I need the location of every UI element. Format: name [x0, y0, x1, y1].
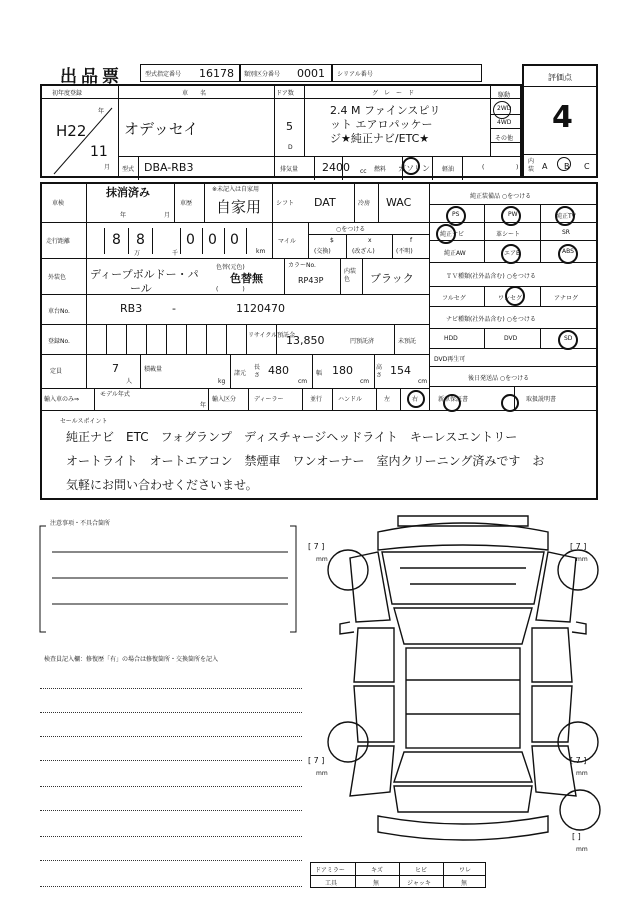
mileage-digit-2: 8 — [136, 232, 145, 248]
selling-points-line2: オートライト オートエアコン 禁煙車 ワンオーナー 室内クリーニング済みです お — [66, 454, 545, 468]
capacity-value: 7 — [112, 362, 119, 375]
dvd-playable: DVD再生可 — [434, 356, 466, 363]
interior-color-label: 内装色 — [344, 268, 357, 283]
tv-oneseg: ワンセグ — [498, 295, 523, 302]
year-unit: 年 — [98, 108, 105, 115]
month-unit: 月 — [104, 164, 111, 171]
color-value-1: ディープボルドー・パ — [90, 268, 199, 281]
model-value: DBA-RB3 — [144, 161, 194, 174]
tv-analog: アナログ — [554, 295, 579, 302]
chassis-dash: - — [172, 302, 176, 315]
selling-points-line3: 気軽にお問い合わせくださいませ。 — [66, 478, 258, 492]
displacement-label: 排気量 — [280, 166, 299, 173]
grade-line1: 2.4 M ファインスピリ — [330, 104, 441, 117]
left-grid — [40, 182, 430, 410]
ac-value: WAC — [386, 196, 412, 209]
model-label: 型式 — [122, 166, 135, 173]
serial-label: シリアル番号 — [337, 71, 373, 78]
mileage-label: 走行距離 — [46, 238, 71, 245]
drive-other: その他 — [495, 135, 514, 142]
handle-right-circle — [407, 390, 425, 408]
mileage-opt-exchange-label: (交換) — [314, 248, 331, 255]
shift-label: シフト — [276, 200, 295, 207]
mileage-opt-unknown: f — [410, 237, 413, 244]
first-reg-year: H22 — [56, 122, 87, 140]
fuel-gasoline: ガソリン — [398, 164, 430, 173]
recycle-value: 13,850 — [286, 334, 325, 347]
notes-bracket — [38, 524, 300, 636]
height-label: 高さ — [376, 364, 383, 379]
equip-airbag-circle — [501, 244, 521, 264]
class-code-box — [240, 64, 332, 82]
tread-fr-value: 7 — [575, 542, 581, 551]
repaint-paren: ( ) — [216, 286, 245, 293]
cc-unit: cc — [360, 168, 367, 175]
width-value: 180 — [332, 364, 353, 377]
nav-sd-circle — [558, 330, 578, 350]
later-manual: 取扱説明書 — [526, 396, 557, 403]
fuel-diesel: 軽油 — [442, 166, 455, 173]
tread-rl: [ 7 ] — [308, 756, 325, 765]
type-code-value: 16178 — [199, 67, 234, 80]
mileage-digit-5: 0 — [230, 232, 239, 248]
inspector-label: 検査員記入欄：修復歴「有」の場合は修復箇所・交換箇所を記入 — [44, 656, 219, 663]
mileage-opt-unknown-label: (不明) — [396, 248, 413, 255]
tread-spare-unit: mm — [576, 846, 588, 853]
shift-value: DAT — [314, 196, 336, 209]
equip-ps: PS — [452, 211, 460, 218]
car-diagram — [310, 510, 610, 860]
chassis-label: 車台No. — [48, 308, 70, 315]
inspection-month: 月 — [164, 212, 171, 219]
grade-line3: ジ★純正ナビ/ETC★ — [330, 132, 430, 145]
type-code-label: 型式指定番号 — [145, 71, 182, 78]
tv-fullseg: フルセグ — [442, 295, 466, 302]
mileage-sen: 千 — [172, 250, 179, 257]
first-reg-label: 初年度登録 — [52, 90, 83, 97]
interior-opt-a: A — [542, 162, 548, 171]
nav-title: ナビ種類(社外品含む) ○をつける — [446, 316, 536, 323]
mile-label: マイル — [278, 238, 296, 245]
length-label: 長さ — [254, 364, 261, 379]
mileage-digit-4: 0 — [208, 232, 217, 248]
equip-pw: PW — [508, 211, 518, 218]
serial-box — [332, 64, 482, 82]
selling-points-line1: 純正ナビ ETC フォグランプ ディスチャージヘッドライト キーレスエントリー — [66, 430, 518, 444]
history-note: ※未記入は自家用 — [212, 186, 260, 193]
mileage-digit-3: 0 — [186, 232, 195, 248]
width-cm: cm — [360, 378, 370, 385]
tread-fl-value: 7 — [313, 542, 319, 551]
drive-label: 駆動 — [498, 92, 511, 99]
page-title: 出品票 — [60, 67, 123, 87]
score-label: 評価点 — [548, 73, 572, 82]
displacement-value: 2400 — [322, 161, 350, 174]
mileage-man: 万 — [134, 250, 141, 257]
car-name: オデッセイ — [124, 120, 199, 138]
equip-tv: 純正TV — [556, 213, 576, 220]
interior-b-circle — [557, 157, 571, 171]
tread-rl-value: 7 — [313, 756, 319, 765]
recycle-label: リサイクル預託金 — [248, 332, 296, 339]
history-value: 自家用 — [216, 198, 262, 216]
legend-r1: 工具 — [325, 880, 338, 887]
equip-ps-circle — [446, 206, 466, 226]
legend-r4: 無 — [461, 880, 468, 887]
equip-abs-circle — [558, 244, 578, 264]
tread-fl-unit: mm — [316, 556, 328, 563]
tv-title: ＴＶ種類(社外品含む) ○をつける — [446, 273, 536, 280]
model-year-unit: 年 — [200, 402, 207, 409]
equip-pw-circle — [501, 206, 521, 226]
first-reg-month: 11 — [90, 144, 108, 160]
color-label: 外装色 — [48, 274, 67, 281]
equip-nav: 純正ナビ — [440, 231, 465, 238]
tread-rr: [ 7 ] — [570, 756, 587, 765]
legend-h4: ワレ — [459, 867, 472, 874]
color-code-value: RP43P — [298, 276, 324, 285]
spec-label: 諸元 — [234, 370, 247, 377]
color-value-2: ール — [130, 282, 152, 295]
score-value: 4 — [552, 100, 573, 135]
tread-fr-unit: mm — [576, 556, 588, 563]
mileage-opt-tamper: x — [368, 237, 372, 244]
tread-fr: [ 7 ] — [570, 542, 587, 551]
equip-tv-circle — [555, 206, 575, 226]
car-name-label: 車 名 — [182, 90, 207, 97]
circle-note: ○をつける — [336, 226, 366, 233]
length-cm: cm — [298, 378, 308, 385]
inspection-value: 抹消済み — [106, 186, 150, 199]
repaint-label: 色替(元色) — [216, 264, 245, 271]
legend-r2: 無 — [373, 880, 380, 887]
model-year-label: モデル年式 — [100, 391, 130, 398]
reg-label: 登録No. — [48, 338, 70, 345]
length-value: 480 — [268, 364, 289, 377]
handle-left: 左 — [384, 396, 391, 403]
capacity-label: 定員 — [50, 368, 63, 375]
class-code-value: 0001 — [297, 67, 325, 80]
width-label: 幅 — [316, 370, 323, 377]
doors-label: ドア数 — [276, 90, 294, 97]
equipment-title: 純正装備品 ○をつける — [470, 193, 532, 200]
equip-aw: 純正AW — [444, 250, 466, 257]
equip-sr: SR — [562, 229, 570, 236]
tread-fl: [ 7 ] — [308, 542, 325, 551]
recycle-unpaid: 未預託 — [398, 338, 417, 345]
legend-h3: ヒビ — [415, 867, 428, 874]
grade-line2: ット エアロパッケー — [330, 118, 433, 131]
interior-opt-b: B — [564, 162, 570, 171]
tread-rl-unit: mm — [316, 770, 328, 777]
nav-sd: SD — [564, 335, 573, 342]
handle-label: ハンドル — [338, 396, 363, 403]
height-cm: cm — [418, 378, 428, 385]
legend-table — [310, 862, 486, 888]
selling-points-label: セールスポイント — [60, 418, 108, 425]
nav-hdd: HDD — [444, 335, 458, 342]
inspection-label: 車検 — [52, 200, 65, 207]
import-dealer: ディーラー — [254, 396, 284, 403]
tread-rr-value: 7 — [575, 756, 581, 765]
equip-leather: 革シート — [496, 231, 521, 238]
nav-dvd: DVD — [504, 335, 518, 342]
import-parallel: 並行 — [310, 396, 323, 403]
tread-spare: [ ] — [572, 832, 581, 841]
equip-airbag: エアB — [504, 250, 521, 257]
ac-label: 冷房 — [358, 200, 371, 207]
interior-color-value: ブラック — [370, 272, 414, 285]
capacity-unit: 人 — [126, 378, 133, 385]
mileage-digit-1: 8 — [112, 232, 121, 248]
repaint-value: 色替無 — [230, 272, 263, 285]
import-label: 輸入車のみ⇒ — [44, 396, 80, 403]
equip-nav-circle — [436, 224, 456, 244]
mileage-km: km — [256, 248, 266, 255]
load-label: 積載量 — [144, 366, 163, 373]
history-label: 車歴 — [180, 200, 193, 207]
chassis-number: 1120470 — [236, 302, 285, 315]
mileage-opt-tamper-label: (改ざん) — [352, 248, 375, 255]
legend-h2: キズ — [371, 867, 383, 874]
tv-oneseg-circle — [505, 286, 525, 306]
fuel-gasoline-circle — [402, 157, 420, 175]
height-value: 154 — [390, 364, 411, 377]
later-title: 後日発送品 ○をつける — [468, 375, 530, 382]
drive-4wd: 4WD — [497, 119, 512, 126]
doors-sub: D — [288, 144, 293, 151]
fuel-label: 燃料 — [374, 166, 387, 173]
mileage-opt-exchange: $ — [330, 237, 334, 244]
doors-value: 5 — [286, 120, 293, 133]
legend-h1: ドアミラー — [315, 867, 345, 874]
interior-opt-c: C — [584, 162, 590, 171]
inspection-year: 年 — [120, 212, 127, 219]
drive-2wd: 2WD — [497, 105, 512, 112]
later-warranty: 新車保証書 — [438, 396, 469, 403]
recycle-unit: 円預託済 — [350, 338, 375, 345]
chassis-prefix: RB3 — [120, 302, 143, 315]
grade-label: グ レ ー ド — [372, 90, 415, 97]
vehicle-basic-box: 初年度登録 年 月 H22 11 車 名 オデッセイ ドア数 5 D グ レ ー ド 2.4 M ファインスピリ ット エアロパッケー ジ★純正ナビ/ETC★ 駆動 2WD 4WD その他 型式 DBA-RB3 排気量 2400 cc 燃料 ガソリン 軽油 ( ) — [40, 84, 522, 178]
load-kg: kg — [218, 378, 226, 385]
notes-label: 注意事項・不具合箇所 — [50, 520, 111, 527]
import-class-label: 輸入区分 — [212, 396, 237, 403]
handle-right: 右 — [412, 396, 419, 403]
drive-2wd-circle — [493, 101, 511, 119]
equip-abs: ABS — [562, 248, 574, 255]
tread-rr-unit: mm — [576, 770, 588, 777]
class-code-label: 類別区分番号 — [244, 71, 281, 78]
interior-label: 内装 — [528, 158, 535, 173]
type-code-box — [140, 64, 240, 82]
legend-r3: ジャッキ — [407, 880, 431, 887]
color-code-label: カラーNo. — [288, 262, 316, 269]
